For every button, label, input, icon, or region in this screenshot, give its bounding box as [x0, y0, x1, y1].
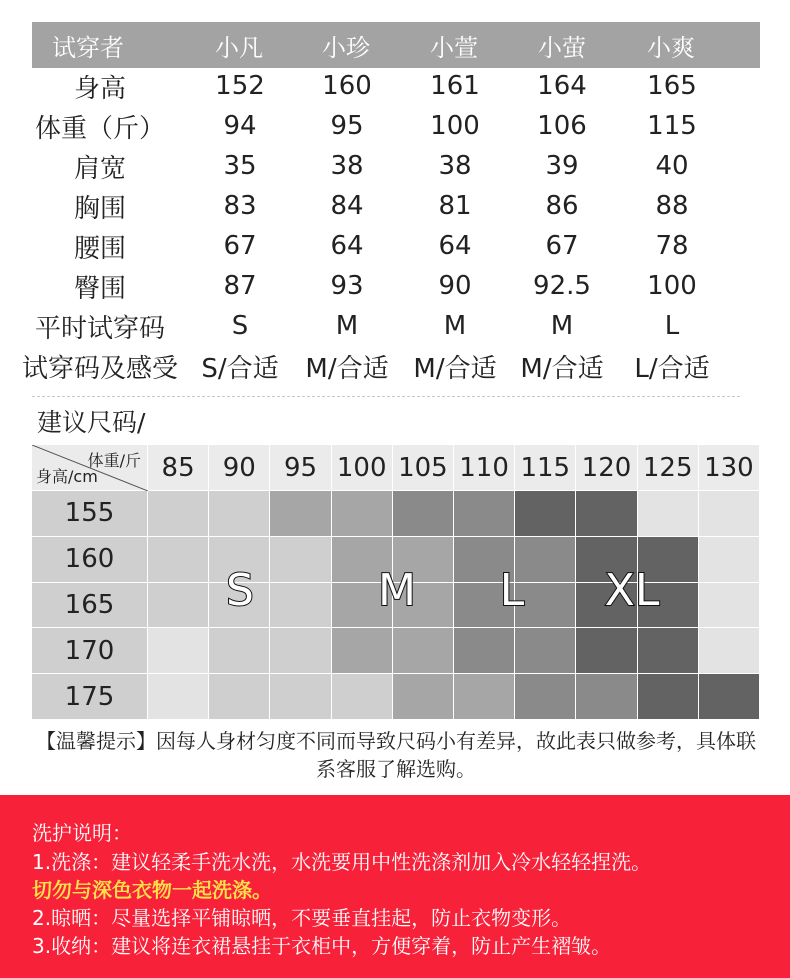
care-warning: 切勿与深色衣物一起洗涤。	[32, 878, 272, 902]
row-label: 胸围	[73, 193, 126, 224]
weight-header: 115	[515, 445, 576, 491]
tryon-row	[0, 346, 790, 386]
row-value: L/合适	[634, 353, 710, 384]
weight-header: 120	[576, 445, 637, 491]
grid-cell	[332, 491, 393, 537]
grid-cell	[209, 491, 270, 537]
row-label: 体重（斤）	[34, 113, 165, 144]
row-value: S	[231, 311, 249, 341]
row-value: 84	[330, 191, 364, 221]
grid-cell	[454, 674, 515, 720]
grid-cell	[332, 674, 393, 720]
row-value: 83	[223, 191, 257, 221]
height-header: 155	[32, 491, 148, 537]
tryon-row	[0, 66, 790, 106]
row-value: 106	[537, 111, 587, 141]
size-grid	[32, 445, 760, 720]
care-wash: 1.洗涤：建议轻柔手洗水洗，水洗要用中性洗涤剂加入冷水轻轻捏洗。	[32, 850, 652, 874]
weight-header: 90	[209, 445, 270, 491]
care-section	[0, 795, 790, 978]
grid-cell	[270, 628, 331, 674]
weight-header: 85	[148, 445, 209, 491]
corner-weight-label: 体重/斤	[87, 451, 141, 470]
row-value: 78	[655, 231, 689, 261]
row-value: 100	[430, 111, 480, 141]
grid-cell	[332, 628, 393, 674]
weight-header: 105	[393, 445, 454, 491]
header-tester: 试穿者	[52, 33, 124, 62]
row-label: 臀围	[73, 273, 126, 304]
row-value: 164	[537, 71, 587, 101]
grid-corner	[32, 445, 148, 491]
row-value: S/合适	[201, 353, 279, 384]
care-title: 洗护说明：	[32, 821, 132, 845]
size-label: L	[499, 564, 525, 616]
row-value: 64	[438, 231, 472, 261]
grid-cell	[515, 674, 576, 720]
tip-text: 【温馨提示】因每人身材匀度不同而导致尺码小有差异，故此表只做参考，具体联系客服了解选购。	[36, 729, 756, 781]
grid-cell	[148, 537, 209, 583]
row-value: L	[664, 311, 680, 341]
row-value: 93	[330, 271, 364, 301]
row-label: 试穿码及感受	[21, 353, 178, 384]
header-person: 小萤	[538, 33, 586, 62]
row-value: M/合适	[413, 353, 497, 384]
row-label: 身高	[73, 73, 126, 104]
height-header: 175	[32, 674, 148, 720]
grid-cell	[699, 491, 760, 537]
row-value: 88	[655, 191, 689, 221]
row-value: 40	[655, 151, 689, 181]
weight-header: 125	[638, 445, 699, 491]
height-header: 170	[32, 628, 148, 674]
tryon-row	[0, 226, 790, 266]
row-label: 肩宽	[73, 153, 126, 184]
header-person: 小爽	[647, 33, 695, 62]
grid-cell	[454, 491, 515, 537]
grid-cell	[393, 491, 454, 537]
tryon-header-row	[32, 22, 760, 68]
row-value: M	[335, 311, 359, 341]
grid-cell	[270, 537, 331, 583]
height-header: 160	[32, 537, 148, 583]
header-person: 小萱	[430, 33, 478, 62]
row-value: 90	[438, 271, 472, 301]
row-label: 腰围	[73, 233, 126, 264]
row-value: 161	[430, 71, 480, 101]
grid-cell	[638, 628, 699, 674]
row-label: 平时试穿码	[34, 313, 165, 344]
grid-cell	[699, 674, 760, 720]
row-value: 35	[223, 151, 257, 181]
grid-cell	[270, 583, 331, 629]
row-value: 67	[545, 231, 579, 261]
recommend-title: 建议尺码/	[37, 408, 146, 437]
grid-cell	[209, 674, 270, 720]
grid-cell	[515, 491, 576, 537]
row-value: 92.5	[533, 271, 591, 301]
corner-height-label: 身高/cm	[36, 467, 98, 486]
weight-header: 100	[332, 445, 393, 491]
row-value: 165	[647, 71, 697, 101]
grid-cell	[148, 674, 209, 720]
grid-cell	[454, 628, 515, 674]
row-value: M/合适	[305, 353, 389, 384]
grid-cell	[576, 628, 637, 674]
size-label: S	[226, 564, 254, 616]
row-value: 38	[330, 151, 364, 181]
grid-cell	[209, 628, 270, 674]
grid-cell	[576, 674, 637, 720]
grid-cell	[699, 583, 760, 629]
grid-cell	[638, 674, 699, 720]
grid-cell	[270, 491, 331, 537]
grid-cell	[148, 628, 209, 674]
grid-cell	[638, 491, 699, 537]
height-header: 165	[32, 583, 148, 629]
row-value: M	[550, 311, 574, 341]
row-value: 64	[330, 231, 364, 261]
grid-cell	[393, 628, 454, 674]
grid-cell	[148, 583, 209, 629]
tryon-row	[0, 306, 790, 346]
tryon-row	[0, 186, 790, 226]
header-person: 小珍	[322, 33, 370, 62]
tryon-row	[0, 266, 790, 306]
grid-cell	[699, 537, 760, 583]
tryon-row	[0, 106, 790, 146]
row-value: 95	[330, 111, 364, 141]
row-value: 87	[223, 271, 257, 301]
size-label: M	[378, 564, 416, 616]
row-value: 38	[438, 151, 472, 181]
row-value: 81	[438, 191, 472, 221]
dashed-divider	[32, 396, 740, 397]
grid-cell	[270, 674, 331, 720]
tryon-row	[0, 146, 790, 186]
row-value: 152	[215, 71, 265, 101]
care-dry: 2.晾晒：尽量选择平铺晾晒，不要垂直挂起，防止衣物变形。	[32, 906, 572, 930]
size-label: XL	[604, 564, 660, 616]
care-store: 3.收纳：建议将连衣裙悬挂于衣柜中，方便穿着，防止产生褶皱。	[32, 934, 612, 958]
weight-header: 95	[270, 445, 331, 491]
row-value: M	[443, 311, 467, 341]
row-value: M/合适	[520, 353, 604, 384]
grid-cell	[515, 628, 576, 674]
weight-header: 110	[454, 445, 515, 491]
row-value: 67	[223, 231, 257, 261]
row-value: 160	[322, 71, 372, 101]
row-value: 94	[223, 111, 257, 141]
grid-cell	[576, 491, 637, 537]
weight-header: 130	[699, 445, 760, 491]
row-value: 115	[647, 111, 697, 141]
grid-cell	[699, 628, 760, 674]
grid-cell	[393, 674, 454, 720]
row-value: 100	[647, 271, 697, 301]
header-person: 小凡	[215, 33, 263, 62]
grid-cell	[148, 491, 209, 537]
row-value: 39	[545, 151, 579, 181]
row-value: 86	[545, 191, 579, 221]
